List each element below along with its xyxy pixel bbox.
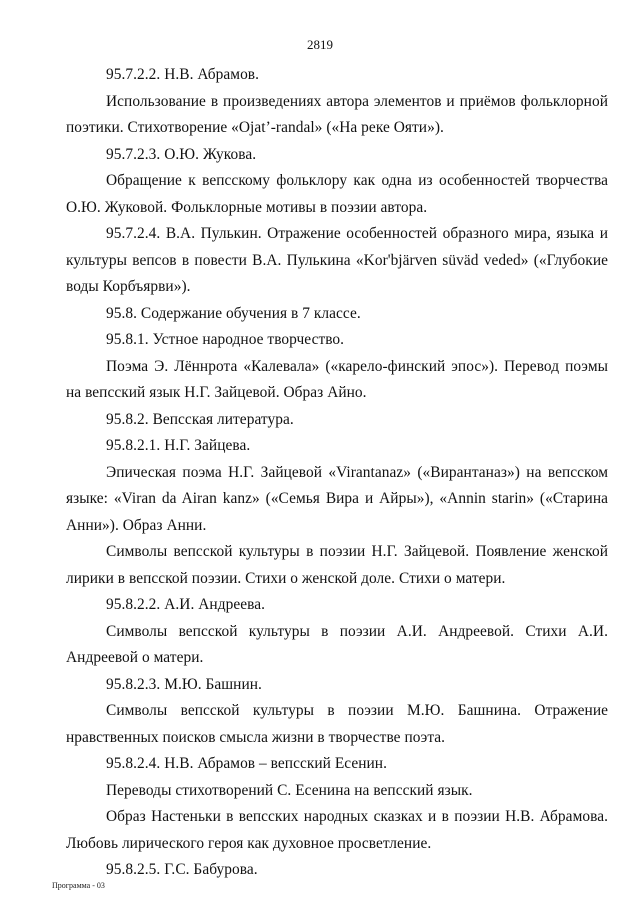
body-paragraph: Символы вепсской культуры в поэзии М.Ю. Башнина. Отражение нравственных поисков смысла жизни в творчестве поэта. bbox=[66, 702, 608, 746]
body-paragraph: Переводы стихотворений С. Есенина на вепсский язык. bbox=[106, 781, 473, 799]
section-heading-95-7-2-2: 95.7.2.2. Н.В. Абрамов. bbox=[106, 66, 260, 83]
body-paragraph: Использование в произведениях автора элементов и приёмов фольклорной поэтики. Стихотворение «Ojat’-randal» («На реке Ояти»). bbox=[66, 92, 608, 136]
section-heading-95-7-2-3: 95.7.2.3. О.Ю. Жукова. bbox=[106, 145, 257, 163]
body-paragraph: Символы вепсской культуры в поэзии Н.Г. Зайцевой. Появление женской лирики в вепсской поэзии. Стихи о женской доле. Стихи о матери. bbox=[66, 543, 608, 587]
section-heading-95-8-2-4: 95.8.2.4. Н.В. Абрамов – вепсский Есенин. bbox=[106, 755, 387, 772]
section-heading-95-8-1: 95.8.1. Устное народное творчество. bbox=[106, 331, 345, 348]
page-footer: Программа - 03 bbox=[52, 881, 105, 890]
body-paragraph: Символы вепсской культуры в поэзии А.И. Андреевой. Стихи А.И. Андреевой о матери. bbox=[66, 622, 608, 666]
body-paragraph: Образ Настеньки в вепсских народных сказках и в поэзии Н.В. Абрамова. Любовь лирического героя как духовное просветление. bbox=[66, 808, 608, 852]
body-paragraph: Эпическая поэма Н.Г. Зайцевой «Virantanaz» («Вирантаназ») на вепсском языке: «Viran da Airan kanz» («Семья Вира и Айры»), «Annin starin» («Старина Анни»). Образ Анни. bbox=[66, 463, 608, 534]
section-heading-95-8-2-5: 95.8.2.5. Г.С. Бабурова. bbox=[106, 861, 258, 878]
section-heading-95-8: 95.8. Содержание обучения в 7 классе. bbox=[106, 304, 361, 322]
document-body bbox=[66, 62, 608, 884]
page-number: 2819 bbox=[307, 37, 333, 52]
section-heading-95-7-2-4: 95.7.2.4. В.А. Пулькин. Отражение особенностей образного мира, языка и культуры вепсов в повести В.А. Пулькина «Kor'bjärven süväd veded» («Глубокие воды Корбъярви»). bbox=[66, 225, 608, 295]
section-heading-95-8-2: 95.8.2. Вепсская литература. bbox=[106, 410, 294, 428]
section-heading-95-8-2-3: 95.8.2.3. М.Ю. Башнин. bbox=[106, 675, 262, 693]
section-heading-95-8-2-1: 95.8.2.1. Н.Г. Зайцева. bbox=[106, 437, 251, 454]
section-heading-95-8-2-2: 95.8.2.2. А.И. Андреева. bbox=[106, 596, 265, 613]
body-paragraph: Поэма Э. Лённрота «Калевала» («карело-финский эпос»). Перевод поэмы на вепсский язык Н.Г. Зайцевой. Образ Айно. bbox=[66, 357, 608, 401]
body-paragraph: Обращение к вепсскому фольклору как одна из особенностей творчества О.Ю. Жуковой. Фольклорные мотивы в поэзии автора. bbox=[66, 172, 608, 216]
